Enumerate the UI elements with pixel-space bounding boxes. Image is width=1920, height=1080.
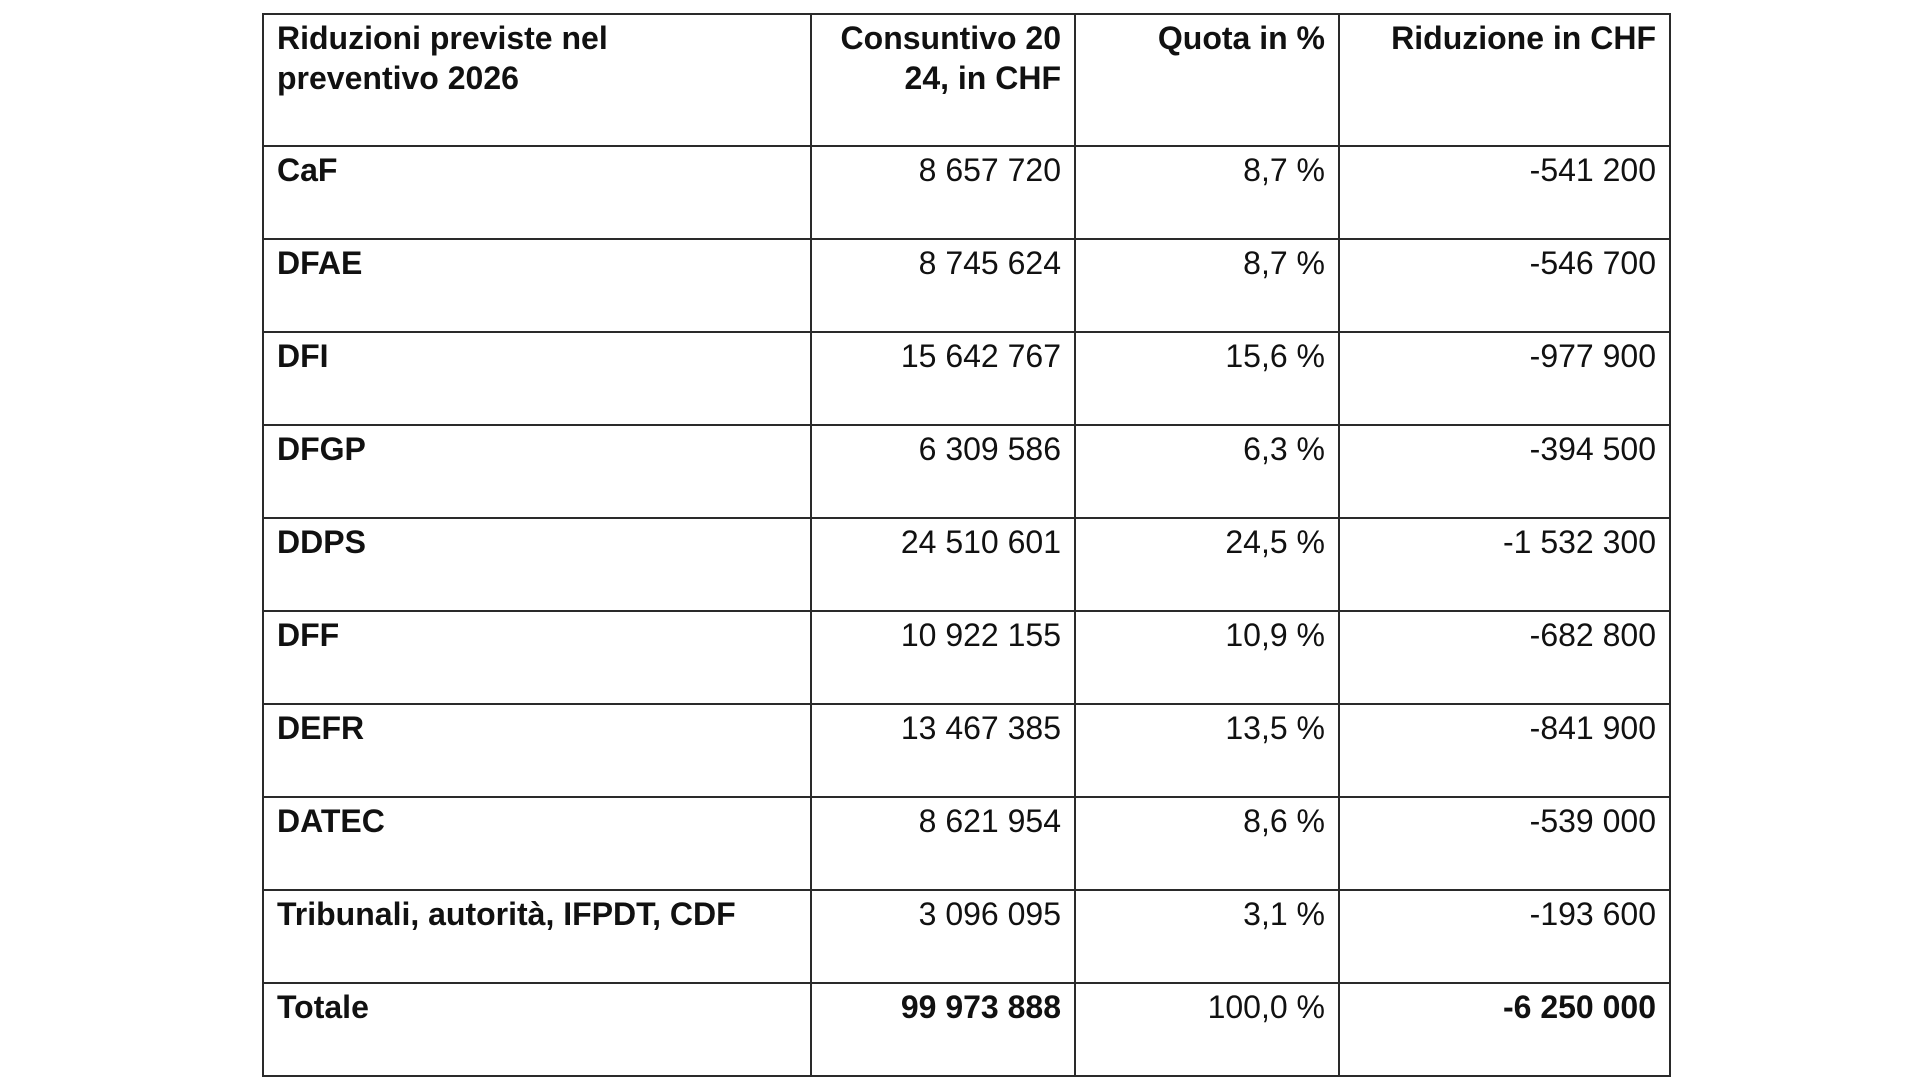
row-quota: 3,1 % <box>1075 890 1339 983</box>
table-row <box>263 146 1670 239</box>
row-consuntivo: 8 745 624 <box>811 239 1075 332</box>
row-quota: 13,5 % <box>1075 704 1339 797</box>
table-row <box>263 518 1670 611</box>
header-riduzioni-line2: preventivo 2026 <box>277 60 519 96</box>
header-riduzioni-previste <box>263 14 811 146</box>
row-unit: CaF <box>263 146 811 239</box>
row-consuntivo: 24 510 601 <box>811 518 1075 611</box>
row-riduzione: -682 800 <box>1339 611 1670 704</box>
reduction-table-container <box>262 13 1669 1077</box>
row-unit: DEFR <box>263 704 811 797</box>
table-row <box>263 239 1670 332</box>
row-riduzione: -193 600 <box>1339 890 1670 983</box>
row-quota: 6,3 % <box>1075 425 1339 518</box>
row-unit: DDPS <box>263 518 811 611</box>
row-riduzione: -841 900 <box>1339 704 1670 797</box>
row-riduzione: -539 000 <box>1339 797 1670 890</box>
row-riduzione: -977 900 <box>1339 332 1670 425</box>
row-unit: DFAE <box>263 239 811 332</box>
total-label: Totale <box>263 983 811 1076</box>
row-consuntivo: 6 309 586 <box>811 425 1075 518</box>
row-consuntivo: 8 621 954 <box>811 797 1075 890</box>
reduction-table <box>262 13 1671 1077</box>
row-unit: DATEC <box>263 797 811 890</box>
header-consuntivo-line2: 24, in CHF <box>904 60 1061 96</box>
row-consuntivo: 13 467 385 <box>811 704 1075 797</box>
row-unit: Tribunali, autorità, IFPDT, CDF <box>263 890 811 983</box>
header-riduzioni-line1: Riduzioni previste nel <box>277 20 608 56</box>
row-riduzione: -546 700 <box>1339 239 1670 332</box>
total-row <box>263 983 1670 1076</box>
table-row <box>263 425 1670 518</box>
table-row <box>263 611 1670 704</box>
row-quota: 8,7 % <box>1075 239 1339 332</box>
table-row <box>263 890 1670 983</box>
total-quota: 100,0 % <box>1075 983 1339 1076</box>
row-consuntivo: 10 922 155 <box>811 611 1075 704</box>
row-unit: DFI <box>263 332 811 425</box>
row-quota: 10,9 % <box>1075 611 1339 704</box>
header-consuntivo-line1: Consuntivo 20 <box>840 20 1061 56</box>
header-consuntivo <box>811 14 1075 146</box>
table-header-row <box>263 14 1670 146</box>
row-riduzione: -1 532 300 <box>1339 518 1670 611</box>
row-consuntivo: 8 657 720 <box>811 146 1075 239</box>
row-quota: 24,5 % <box>1075 518 1339 611</box>
row-unit: DFF <box>263 611 811 704</box>
header-riduzione: Riduzione in CHF <box>1339 14 1670 146</box>
row-consuntivo: 15 642 767 <box>811 332 1075 425</box>
header-quota: Quota in % <box>1075 14 1339 146</box>
row-quota: 15,6 % <box>1075 332 1339 425</box>
table-row <box>263 797 1670 890</box>
total-consuntivo: 99 973 888 <box>811 983 1075 1076</box>
row-consuntivo: 3 096 095 <box>811 890 1075 983</box>
row-unit: DFGP <box>263 425 811 518</box>
row-riduzione: -541 200 <box>1339 146 1670 239</box>
row-riduzione: -394 500 <box>1339 425 1670 518</box>
table-row <box>263 332 1670 425</box>
table-row <box>263 704 1670 797</box>
row-quota: 8,7 % <box>1075 146 1339 239</box>
row-quota: 8,6 % <box>1075 797 1339 890</box>
total-riduzione: -6 250 000 <box>1339 983 1670 1076</box>
